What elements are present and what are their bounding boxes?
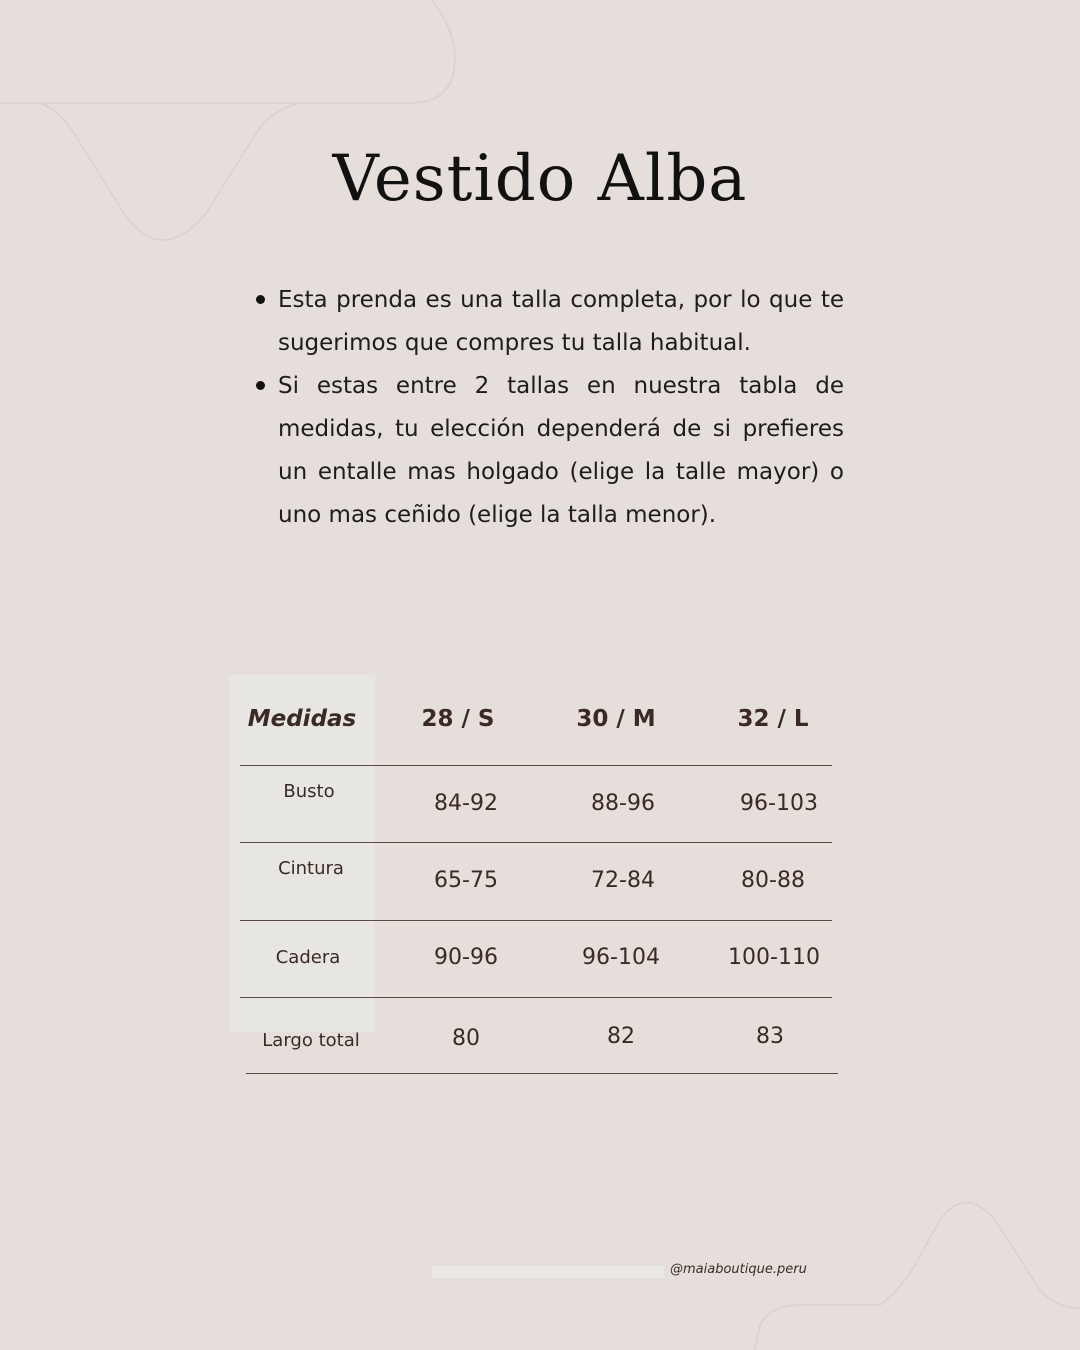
instagram-handle: @maiaboutique.peru <box>670 1262 807 1277</box>
row-label: Cintura <box>278 858 344 879</box>
page-title: Vestido Alba <box>332 142 748 216</box>
table-cell: 90-96 <box>434 945 498 970</box>
fit-note: Si estas entre 2 tallas en nuestra tabla de medidas, tu elección dependerá de si prefieres un entalle mas holgado (elige la talle mayor) o uno mas ceñido (elige la talla menor). <box>250 365 844 537</box>
table-cell: 100-110 <box>728 945 820 970</box>
table-divider <box>240 997 832 998</box>
table-cell: 65-75 <box>434 868 498 893</box>
table-cell: 84-92 <box>434 791 498 816</box>
table-cell: 88-96 <box>591 791 655 816</box>
row-label: Largo total <box>262 1030 360 1051</box>
table-cell: 82 <box>607 1024 635 1049</box>
table-cell: 83 <box>756 1024 784 1049</box>
fit-note: Esta prenda es una talla completa, por lo que te sugerimos que compres tu talla habitual. <box>250 279 844 365</box>
table-divider <box>246 1073 838 1074</box>
table-cell: 96-104 <box>582 945 660 970</box>
footer-bar <box>432 1266 664 1278</box>
table-divider <box>240 920 832 921</box>
table-header-measures: Medidas <box>247 706 357 732</box>
table-header-size: 32 / L <box>737 706 809 732</box>
row-label: Busto <box>283 781 335 802</box>
table-cell: 96-103 <box>740 791 818 816</box>
row-label: Cadera <box>275 947 341 968</box>
table-cell: 72-84 <box>591 868 655 893</box>
table-divider <box>240 842 832 843</box>
table-cell: 80-88 <box>741 868 805 893</box>
fit-notes <box>250 279 844 537</box>
table-cell: 80 <box>452 1026 480 1051</box>
table-header-size: 28 / S <box>421 706 495 732</box>
table-divider <box>240 765 832 766</box>
table-header-size: 30 / M <box>576 706 656 732</box>
